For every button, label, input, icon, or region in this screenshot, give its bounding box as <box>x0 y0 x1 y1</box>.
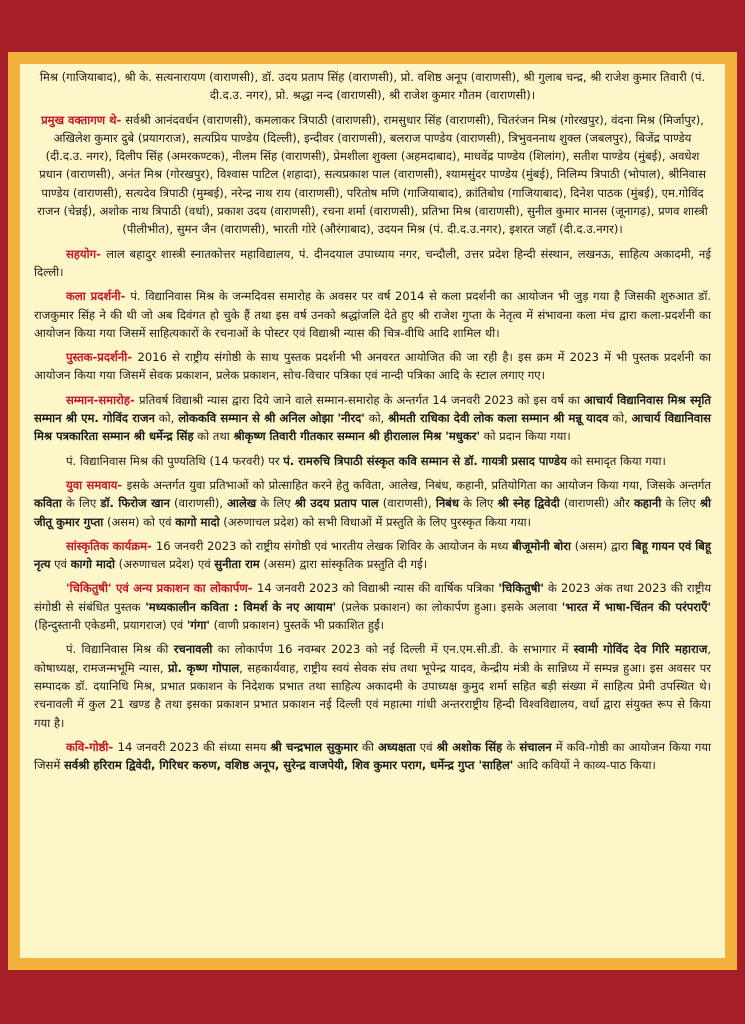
body-text: (अरुणाचल प्रदेश) को सभी विधाओं में प्रस्तुति के लिए पुरस्कृत किया गया। <box>219 514 532 529</box>
body-text: (अरुणाचल प्रदेश) एवं <box>115 557 215 572</box>
paragraph-p11 <box>34 738 711 775</box>
paragraph-p6 <box>34 452 711 470</box>
bold-text: प्रो. कृष्ण गोपाल <box>167 660 240 675</box>
body-text: 16 जनवरी 2023 को राष्ट्रीय संगोष्ठी एवं भारतीय लेखक शिविर के आयोजन के मध्य <box>155 538 513 553</box>
section-heading: प्रमुख वक्तागण थे- <box>41 112 126 127</box>
section-heading: सहयोग- <box>66 246 107 261</box>
bold-text: श्रीमती राधिका देवी लोक कला सम्मान श्री मन्नू यादव <box>388 411 609 426</box>
bold-text: आचार्य विद्यानिवास मिश्र पत्रकारिता सम्मान श्री धर्मेन्द्र सिंह <box>34 411 711 444</box>
body-text: इसके अन्तर्गत युवा प्रतिभाओं को प्रोत्साहित करने हेतु कविता, आलेख, निबंध, कहानी, प्रतियोगिता का आयोजन किया गया, जिसके अन्तर्गत <box>126 477 711 492</box>
paragraph-p9 <box>34 579 711 634</box>
body-text: को समादृत किया गया। <box>566 453 666 468</box>
body-text: को, <box>154 411 179 426</box>
body-text: में कवि-गोष्ठी का आयोजन किया गया जिसमें <box>34 739 712 773</box>
bold-text: सर्वश्री हरिराम द्विवेदी, गिरिधर करुण, वशिष्ठ अनूप, सुरेन्द्र वाजपेयी, शिव कुमार पराग, धर्मेन्द्र गुप्त 'साहिल' <box>63 758 514 773</box>
bold-text: श्री स्नेह द्विवेदी <box>497 496 560 511</box>
section-heading: पुस्तक-प्रदर्शनी- <box>66 350 138 365</box>
body-text: एवं <box>50 557 71 572</box>
body-text: (प्रलेक प्रकाशन) का लोकार्पण हुआ। इसके अलावा <box>336 599 562 614</box>
bold-text: कहानी <box>633 496 662 511</box>
body-text: के लिए <box>61 496 101 511</box>
bold-text: आलेख <box>227 496 257 511</box>
section-heading: कला प्रदर्शनी- <box>66 289 131 304</box>
body-text: , कोषाध्यक्ष, रामजन्मभूमि न्यास, <box>34 642 712 675</box>
paragraph-p1 <box>34 111 711 239</box>
text-panel <box>20 64 725 958</box>
article-body <box>20 64 725 774</box>
body-text: पं. विद्यानिवास मिश्र की पुण्यतिथि (14 फरवरी) पर <box>66 453 284 468</box>
paragraph-p5 <box>34 391 711 446</box>
body-text: 14 जनवरी 2023 की संध्या समय <box>117 739 271 754</box>
body-text: (वाराणसी) और <box>559 496 634 511</box>
body-text: को तथा <box>193 429 234 444</box>
bold-text: स्वामी गोविंद देव गिरि महाराज <box>573 642 708 657</box>
body-text: (वाराणसी), <box>378 496 436 511</box>
bold-text: कागो मादो <box>70 557 116 572</box>
bold-text: संचालन <box>519 739 552 754</box>
body-text: (असम) द्वारा <box>571 538 633 553</box>
paragraph-p0 <box>34 68 711 105</box>
paragraph-p3 <box>34 287 711 342</box>
body-text: (असम) को एवं <box>103 514 176 529</box>
body-text: के लिए <box>458 496 498 511</box>
body-text: आदि कवियों ने काव्य-पाठ किया। <box>513 758 656 773</box>
bold-text: श्री उदय प्रताप पाल <box>294 496 379 511</box>
paragraph-p8 <box>34 537 711 574</box>
body-text: (वाणी प्रकाशन) पुस्तकें भी प्रकाशित हुईं। <box>209 618 385 633</box>
body-text: की <box>357 739 378 754</box>
body-text: पं. विद्यानिवास मिश्र के जन्मदिवस समारोह के अवसर पर वर्ष 2014 से कला प्रदर्शनी का आयोजन भी जुड़ गया है जिसकी शुरुआत डॉ. राजकुमार सिंह ने की थी जो अब दिवंगत हो चुके हैं तथा इस वर्ष उनको श्रद्धांजलि देते हुए श्री राजेश गुप्ता के नेतृत्व में संभावना कला मंच द्वारा कला-प्रदर्शनी का आयोजन किया गया जिसमें साहित्यकारों के रचनाओं के पोस्टर एवं विद्याश्री न्यास की चित्र-वीथि आदि शामिल थी। <box>34 289 711 340</box>
bold-text: 'गंगा' <box>186 618 210 633</box>
body-text: पं. विद्यानिवास मिश्र की <box>66 642 174 657</box>
section-heading: सम्मान-समारोह- <box>66 392 140 407</box>
body-text: को, <box>364 411 389 426</box>
body-text: (असम) द्वारा सांस्कृतिक प्रस्तुति दी गई। <box>259 557 428 572</box>
section-heading: सांस्कृतिक कार्यक्रम- <box>66 538 156 553</box>
body-text: प्रतिवर्ष विद्याश्री न्यास द्वारा दिये जाने वाले सम्मान-समारोह के अन्तर्गत 14 जनवरी 2023 को इस वर्ष का <box>139 392 584 407</box>
bold-text: निबंध <box>435 496 459 511</box>
section-heading: युवा समवाय- <box>66 477 127 492</box>
body-text: एवं <box>415 739 437 754</box>
bold-text: श्री अशोक सिंह <box>436 739 503 754</box>
body-text: , सहकार्यवाह, राष्ट्रीय स्वयं सेवक संघ तथा भूपेन्द्र यादव, केन्द्रीय मंत्री के सान्निध्य में सम्पन्न हुआ। इस अवसर पर सम्पादक डॉ. दयानिधि मिश्र, प्रभात प्रकाशन के निदेशक प्रभात तथा साहित्य अकादमी के उपाध्यक्ष कुमुद शर्मा सहित बड़ी संख्या में साहित्य प्रेमी उपस्थित थे। रचनावली में कुल 21 खण्ड है तथा इसका प्रकाशन प्रभात प्रकाशन नई दिल्ली एवं महात्मा गांधी अन्तरराष्ट्रीय हिन्दी विश्वविद्यालय, वर्धा द्वारा संयुक्त रूप से किया गया है। <box>34 660 712 730</box>
body-text: का लोकार्पण 16 नवम्बर 2023 को नई दिल्ली में एन.एम.सी.डी. के सभागार में <box>212 642 574 657</box>
bold-text: डॉ. फिरोज खान <box>100 496 170 511</box>
bold-text: रचनावली <box>173 642 213 657</box>
bold-text: पं. रामरुचि त्रिपाठी संस्कृत कवि सम्मान से डॉ. गायत्री प्रसाद पाण्डेय <box>283 453 567 468</box>
body-text: लाल बहादुर शास्त्री स्नातकोत्तर महाविद्यालय, पं. दीनदयाल उपाध्याय नगर, चन्दौली, उत्तर प्रदेश हिन्दी संस्थान, लखनऊ, साहित्य अकादमी, नई दिल्ली। <box>34 246 711 279</box>
body-text: सर्वश्री आनंदवर्धन (वाराणसी), कमलाकर त्रिपाठी (वाराणसी), रामसुधार सिंह (वाराणसी), चितरंजन मिश्र (गोरखपुर), वंदना मिश्र (मिर्जापुर), अखिलेश कुमार दुबे (प्रयागराज), सत्यप्रिय पाण्डेय (दिल्ली), इन्दीवर (वाराणसी), बलराज पाण्डेय (वाराणसी), त्रिभुवननाथ शुक्ल (जबलपुर), बिजेंद्र पाण्डेय (दी.द.उ. नगर), दिलीप सिंह (अमरकण्टक), नीलम सिंह (वाराणसी), प्रेमशीला शुक्ला (अहमदाबाद), माधवेंद्र पाण्डेय (शिलांग), सतीश पाण्डेय (मुंबई), अवधेश प्रधान (वाराणसी), अनंत मिश्र (गोरखपुर), विश्वास पाटिल (शहादा), सत्यप्रकाश पाल (वाराणसी), श्यामसुंदर पाण्डेय (मुंबई), निलिम्प त्रिपाठी (भोपाल), श्रीनिवास पाण्डेय (वाराणसी), सत्यदेव त्रिपाठी (मुम्बई), नरेन्द्र नाथ राय (वाराणसी), परितोष मणि (गाजियाबाद), क्रांतिबोध (गाजियाबाद), दिनेश पाठक (मुंबई), एम.गोविंद राजन (चेन्नई), अशोक नाथ त्रिपाठी (वर्धा), प्रकाश उदय (वाराणसी), रचना शर्मा (वाराणसी), प्रतिभा मिश्र (वाराणसी), सुनील कुमार मानस (जूनागढ़), प्रणव शास्त्री (पीलीभीत), सुमन जैन (वाराणसी), भारती गोरे (औरंगाबाद), उदयन मिश्र (पं. दी.द.उ.नगर), इशरत जहाँ (दी.द.उ.नगर)। <box>37 112 708 237</box>
bold-text: 'भारत में भाषा-चिंतन की परंपराएँ' <box>561 599 711 614</box>
bold-text: सुनीता राम <box>214 557 260 572</box>
body-text: के लिए <box>661 496 700 511</box>
bold-text: 'चिकितुषी' <box>498 581 544 596</box>
bold-text: लोककवि सम्मान से श्री अनिल ओझा 'नीरद' <box>178 411 365 426</box>
paragraph-p7 <box>34 476 711 531</box>
body-text: को प्रदान किया गया। <box>479 429 571 444</box>
bold-text: अध्यक्षता <box>377 739 416 754</box>
body-text: (हिन्दुस्तानी एकेडमी, प्रयागराज) एवं <box>34 618 187 633</box>
paragraph-p10 <box>34 640 711 731</box>
bold-text: श्री चन्द्रभाल सुकुमार <box>270 739 358 754</box>
body-text: (वाराणसी), <box>169 496 228 511</box>
body-text: 14 जनवरी 2023 को विद्याश्री न्यास की वार्षिक पत्रिका <box>256 581 499 596</box>
body-text: के 2023 अंक तथा 2023 की राष्ट्रीय संगोष्ठी से संबंधित पुस्तक <box>34 581 712 614</box>
body-text: 2016 से राष्ट्रीय संगोष्ठी के साथ पुस्तक प्रदर्शनी भी अनवरत आयोजित की जा रही है। इस क्रम में 2023 में भी पुस्तक प्रदर्शनी का आयोजन किया गया जिसमें सेवक प्रकाशन, प्रलेक प्रकाशन, सोच-विचार पत्रिका एवं नान्दी पत्रिका आदि के स्टाल लगाए गए। <box>34 350 711 383</box>
bold-text: कागो मादो <box>175 514 220 529</box>
bold-text: आचार्य विद्यानिवास मिश्र स्मृति सम्मान श्री एम. गोविंद राजन <box>34 392 711 426</box>
bold-text: 'मध्यकालीन कविता : विमर्श के नए आयाम' <box>145 599 337 614</box>
body-text: मिश्र (गाजियाबाद), श्री के. सत्यनारायण (वाराणसी), डॉ. उदय प्रताप सिंह (वाराणसी), प्रो. वशिष्ठ अनूप (वाराणसी), श्री गुलाब चन्द्र, श्री राजेश कुमार तिवारी (पं. दी.द.उ. नगर), प्रो. श्रद्धा नन्द (वाराणसी), श्री राजेश कुमार गौतम (वाराणसी)। <box>39 70 706 103</box>
paragraph-p4 <box>34 348 711 385</box>
paragraph-p2 <box>34 245 711 282</box>
bold-text: बीजूमोनी बोरा <box>512 538 571 553</box>
bold-text: कविता <box>34 496 62 511</box>
section-heading: कवि-गोष्ठी- <box>66 739 118 754</box>
bold-text: बिहू गायन एवं बिहू नृत्य <box>34 538 712 572</box>
body-text: को, <box>608 411 632 426</box>
bold-text: श्रीकृष्ण तिवारी गीतकार सम्मान श्री हीरालाल मिश्र 'मधुकर' <box>233 429 480 444</box>
body-text: के <box>502 739 520 754</box>
section-heading: 'चिकितुषी' एवं अन्य प्रकाशन का लोकार्पण- <box>66 581 257 596</box>
bold-text: श्री जीतू कुमार गुप्ता <box>34 496 711 529</box>
body-text: के लिए <box>256 496 295 511</box>
